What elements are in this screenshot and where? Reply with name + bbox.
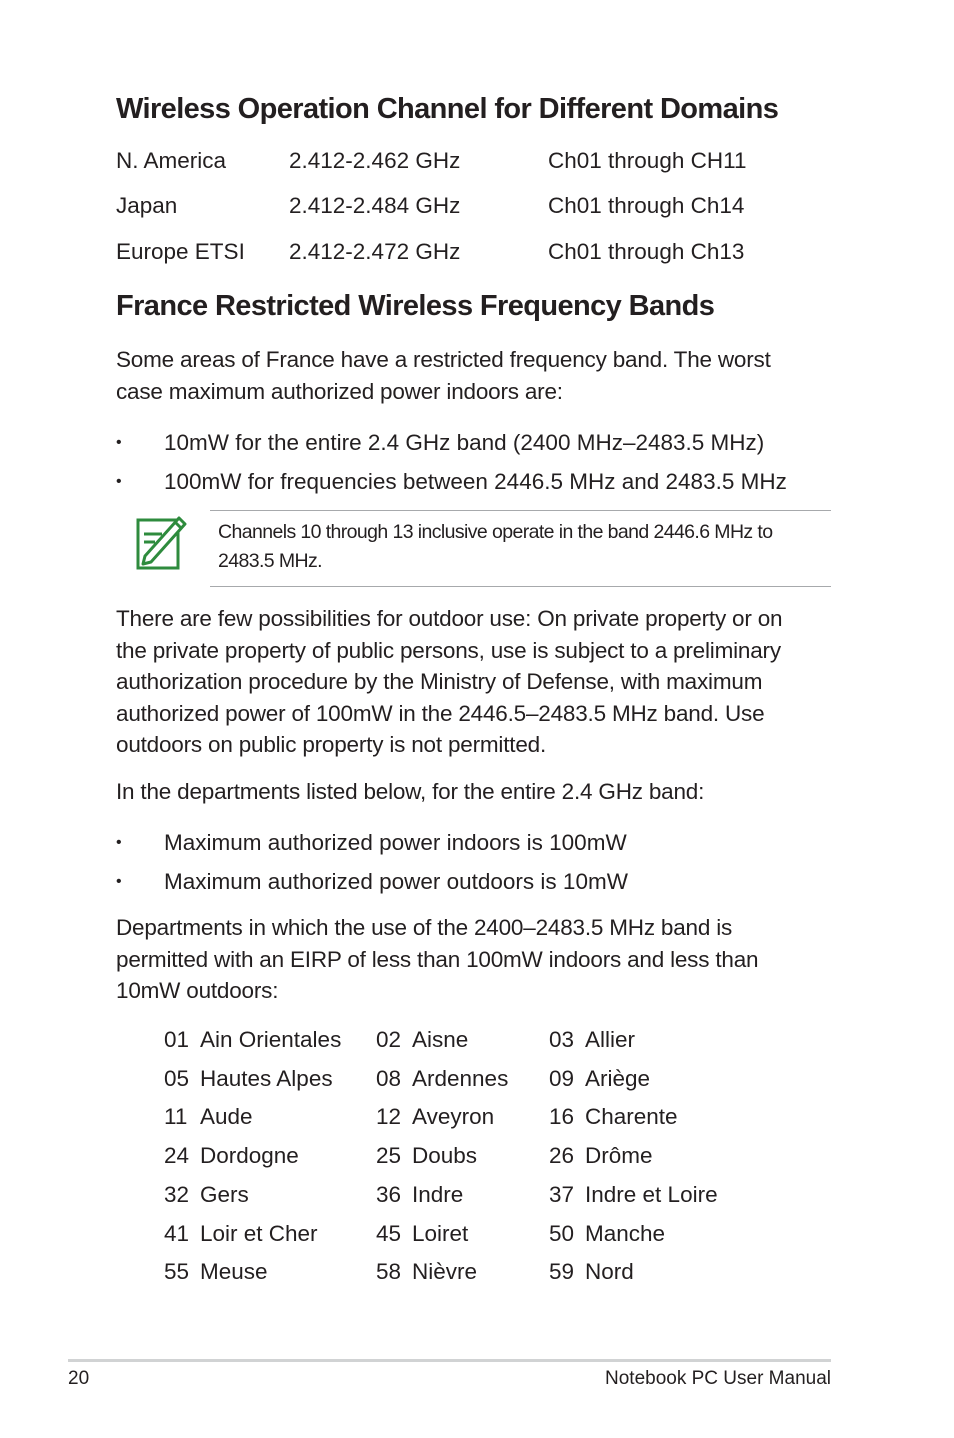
intro-line: case maximum authorized power indoors are: bbox=[116, 378, 563, 404]
department-item bbox=[164, 1259, 268, 1285]
department-item bbox=[549, 1182, 718, 1208]
department-item bbox=[549, 1259, 634, 1285]
paragraph-line: authorized power of 100mW in the 2446.5–2483.5 MHz band. Use bbox=[116, 700, 765, 726]
department-item bbox=[549, 1066, 650, 1092]
intro-paragraph bbox=[116, 344, 836, 407]
department-name: Aveyron bbox=[412, 1104, 495, 1130]
department-name: Aude bbox=[200, 1104, 253, 1130]
freq-cell: 2.412-2.462 GHz bbox=[289, 148, 461, 173]
channels-cell: Ch01 through Ch14 bbox=[548, 193, 745, 218]
note-text bbox=[218, 518, 831, 576]
department-number: 59 bbox=[549, 1259, 575, 1285]
bullet-text: 100mW for frequencies between 2446.5 MHz and 2483.5 MHz bbox=[164, 469, 787, 494]
department-number: 09 bbox=[549, 1065, 575, 1091]
department-number: 26 bbox=[549, 1143, 575, 1169]
region-cell: N. America bbox=[116, 148, 227, 173]
department-item bbox=[376, 1143, 477, 1169]
department-name: Hautes Alpes bbox=[200, 1065, 333, 1091]
department-item bbox=[549, 1104, 678, 1130]
region-cell: Europe ETSI bbox=[116, 239, 245, 264]
department-item bbox=[376, 1182, 463, 1208]
department-name: Aisne bbox=[412, 1027, 469, 1052]
department-number: 37 bbox=[549, 1181, 575, 1207]
department-item bbox=[164, 1221, 318, 1247]
note-top-rule bbox=[210, 510, 831, 511]
bullet-text: 10mW for the entire 2.4 GHz band (2400 MHz–2483.5 MHz) bbox=[164, 430, 765, 455]
department-name: Gers bbox=[200, 1181, 249, 1207]
department-number: 50 bbox=[549, 1220, 575, 1246]
department-item bbox=[164, 1104, 253, 1130]
department-item bbox=[549, 1027, 635, 1053]
department-item bbox=[164, 1066, 333, 1092]
paragraph-line: the private property of public persons, use is subject to a preliminary bbox=[116, 637, 781, 663]
bullet-dot: • bbox=[116, 873, 122, 890]
department-item bbox=[164, 1182, 249, 1208]
department-name: Ariège bbox=[585, 1065, 651, 1091]
department-name: Indre bbox=[412, 1181, 464, 1207]
department-name: Ain Orientales bbox=[200, 1027, 342, 1052]
department-number: 11 bbox=[164, 1104, 188, 1130]
paragraph-line: outdoors on public property is not permitted. bbox=[116, 732, 546, 757]
department-number: 58 bbox=[376, 1259, 402, 1285]
department-name: Loir et Cher bbox=[200, 1220, 318, 1246]
channels-cell: Ch01 through Ch13 bbox=[548, 239, 745, 264]
bullet-text: Maximum authorized power outdoors is 10mW bbox=[164, 869, 628, 894]
department-number: 55 bbox=[164, 1259, 190, 1285]
manual-title: Notebook PC User Manual bbox=[605, 1368, 831, 1389]
note-line-text: Channels 10 through 13 inclusive operate in the band 2446.6 MHz to bbox=[218, 521, 773, 543]
paragraph-line: authorization procedure by the Ministry of Defense, with maximum bbox=[116, 669, 763, 694]
department-item bbox=[376, 1259, 477, 1285]
department-name: Loiret bbox=[412, 1220, 469, 1246]
department-item bbox=[164, 1143, 299, 1169]
department-number: 36 bbox=[376, 1181, 402, 1207]
department-item bbox=[376, 1221, 468, 1247]
outdoor-paragraph bbox=[116, 603, 836, 761]
section-title-channels: Wireless Operation Channel for Different Domains bbox=[116, 93, 779, 125]
channel-row bbox=[116, 193, 836, 223]
department-number: 25 bbox=[376, 1143, 402, 1169]
department-name: Indre et Loire bbox=[585, 1181, 718, 1207]
channels-cell: Ch01 through CH11 bbox=[548, 148, 747, 173]
department-number: 01 bbox=[164, 1027, 190, 1052]
department-item bbox=[376, 1027, 468, 1053]
department-number: 24 bbox=[164, 1143, 190, 1169]
freq-cell: 2.412-2.472 GHz bbox=[289, 239, 461, 264]
note-line-text: 2483.5 MHz. bbox=[218, 550, 322, 572]
departments-intro: In the departments listed below, for the entire 2.4 GHz band: bbox=[116, 779, 705, 804]
department-number: 05 bbox=[164, 1065, 190, 1091]
department-number: 02 bbox=[376, 1027, 402, 1052]
department-item bbox=[549, 1221, 665, 1247]
bullet-dot: • bbox=[116, 434, 122, 451]
eirp-paragraph bbox=[116, 912, 836, 1007]
note-pencil-icon bbox=[135, 512, 189, 572]
freq-cell: 2.412-2.484 GHz bbox=[289, 193, 461, 218]
department-name: Allier bbox=[585, 1027, 636, 1052]
department-item bbox=[549, 1143, 653, 1169]
department-name: Drôme bbox=[585, 1143, 653, 1169]
channel-row bbox=[116, 239, 836, 269]
department-name: Ardennes bbox=[412, 1065, 509, 1091]
intro-line: Some areas of France have a restricted frequency band. The worst bbox=[116, 347, 771, 372]
department-name: Meuse bbox=[200, 1259, 268, 1285]
bullet-dot: • bbox=[116, 834, 122, 851]
department-name: Nièvre bbox=[412, 1259, 478, 1285]
note-bottom-rule bbox=[210, 586, 831, 587]
department-number: 32 bbox=[164, 1181, 190, 1207]
department-name: Manche bbox=[585, 1220, 666, 1246]
bullet-text: Maximum authorized power indoors is 100mW bbox=[164, 830, 627, 855]
paragraph-line: Departments in which the use of the 2400–2483.5 MHz band is bbox=[116, 915, 733, 940]
section-title-france: France Restricted Wireless Frequency Bands bbox=[116, 290, 715, 322]
department-number: 45 bbox=[376, 1220, 402, 1246]
department-name: Doubs bbox=[412, 1143, 478, 1169]
paragraph-line: permitted with an EIRP of less than 100mW indoors and less than bbox=[116, 946, 759, 972]
department-name: Charente bbox=[585, 1104, 678, 1130]
page-number: 20 bbox=[68, 1368, 90, 1389]
department-number: 08 bbox=[376, 1065, 402, 1091]
bullet-dot: • bbox=[116, 473, 122, 490]
department-number: 16 bbox=[549, 1104, 575, 1130]
paragraph-line: There are few possibilities for outdoor use: On private property or on bbox=[116, 606, 783, 631]
department-number: 12 bbox=[376, 1104, 402, 1130]
department-item bbox=[164, 1027, 341, 1053]
department-item bbox=[376, 1066, 508, 1092]
channel-row bbox=[116, 148, 836, 178]
footer-rule bbox=[68, 1359, 831, 1362]
department-number: 03 bbox=[549, 1027, 575, 1052]
department-name: Dordogne bbox=[200, 1143, 299, 1169]
department-name: Nord bbox=[585, 1259, 634, 1285]
region-cell: Japan bbox=[116, 193, 178, 218]
department-item bbox=[376, 1104, 494, 1130]
department-number: 41 bbox=[164, 1220, 190, 1246]
paragraph-line: 10mW outdoors: bbox=[116, 978, 279, 1003]
